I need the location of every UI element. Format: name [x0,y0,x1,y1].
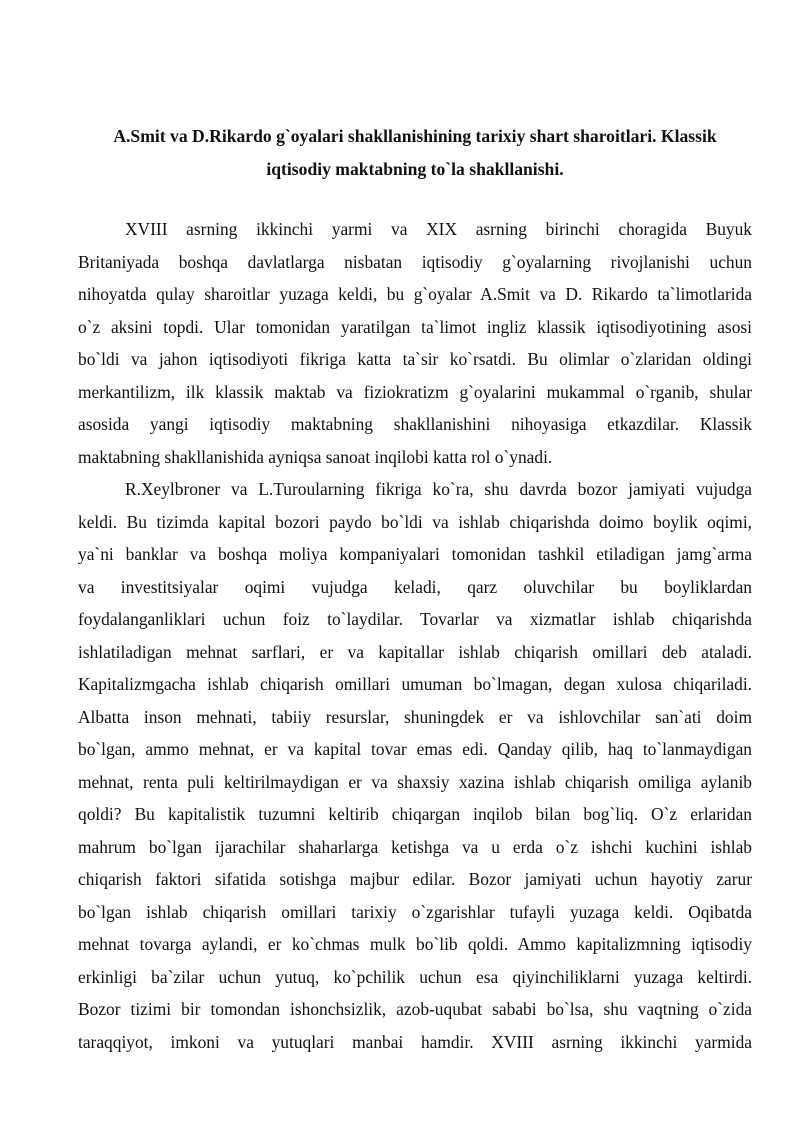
paragraph-line: va investitsiyalar oqimi vujudga keladi, qarz oluvchilar bu boyliklardan [78,576,752,597]
document-title [78,120,752,185]
paragraph-line: qoldi? Bu kapitalistik tuzumni keltirib chiqargan inqilob bilan bog`liq. O`z erlaridan [78,804,752,824]
paragraph-line: keldi. Bu tizimda kapital bozori paydo bo`ldi va ishlab chiqarishda doimo boylik oqimi, [78,511,752,532]
paragraph-line: asosida yangi iqtisodiy maktabning shakllanishini nihoyasiga etkazdilar. Klassik [78,414,752,434]
paragraph-2 [78,473,752,1058]
paragraph-line: bo`lgan, ammo mehnat, er va kapital tovar emas edi. Qanday qilib, haq to`lanmaydigan [78,739,752,759]
paragraph-line: mehnat, renta puli keltirilmaydigan er va shaxsiy xazina ishlab chiqarish omiliga aylanib [78,771,752,792]
title-line-2: iqtisodiy maktabning to`la shakllanishi. [266,158,564,179]
paragraph-line: nihoyatda qulay sharoitlar yuzaga keldi, bu g`oyalar A.Smit va D. Rikardo ta`limotlarida [78,284,752,304]
paragraph-line: maktabning shakllanishida ayniqsa sanoat inqilobi katta rol o`ynadi. [78,446,553,467]
paragraph-line: mehnat tovarga aylandi, er ko`chmas mulk bo`lib qoldi. Ammo kapitalizmning iqtisodiy [78,934,752,954]
paragraph-line: XVIII asrning ikkinchi yarmi va XIX asrning birinchi choragida Buyuk [125,219,752,239]
paragraph-line: erkinligi ba`zilar uchun yutuq, ko`pchilik uchun esa qiyinchiliklarni yuzaga keltirdi. [78,966,752,987]
paragraph-line: bo`lgan ishlab chiqarish omillari tarixiy o`zgarishlar tufayli yuzaga keldi. Oqibatda [78,901,752,922]
paragraph-line: merkantilizm, ilk klassik maktab va fiziokratizm g`oyalarini mukammal o`rganib, shular [78,381,752,402]
paragraph-line: ishlatiladigan mehnat sarflari, er va kapitallar ishlab chiqarish omillari deb ataladi. [78,641,752,662]
paragraph-line: ya`ni banklar va boshqa moliya kompaniyalari tomonidan tashkil etiladigan jamg`arma [78,544,752,564]
paragraph-line: taraqqiyot, imkoni va yutuqlari manbai hamdir. XVIII asrning ikkinchi yarmida [78,1031,752,1052]
document-body [78,213,752,1058]
paragraph-line: R.Xeylbroner va L.Turoularning fikriga ko`ra, shu davrda bozor jamiyati vujudga [125,479,752,499]
paragraph-line: Bozor tizimi bir tomondan ishonchsizlik, azob-uqubat sababi bo`lsa, shu vaqtning o`zida [78,999,752,1019]
paragraph-line: foydalanganliklari uchun foiz to`laydilar. Tovarlar va xizmatlar ishlab chiqarishda [78,609,752,629]
paragraph-1 [78,213,752,473]
paragraph-line: Britaniyada boshqa davlatlarga nisbatan iqtisodiy g`oyalarning rivojlanishi uchun [78,251,752,272]
paragraph-line: chiqarish faktori sifatida sotishga majbur edilar. Bozor jamiyati uchun hayotiy zarur [78,869,752,889]
paragraph-line: Albatta inson mehnati, tabiiy resurslar, shuningdek er va ishlovchilar san`ati doim [78,706,752,727]
paragraph-line: Kapitalizmgacha ishlab chiqarish omillari umuman bo`lmagan, degan xulosa chiqariladi. [78,674,752,694]
paragraph-line: bo`ldi va jahon iqtisodiyoti fikriga katta ta`sir ko`rsatdi. Bu olimlar o`zlaridan oldingi [78,349,752,369]
paragraph-line: mahrum bo`lgan ijarachilar shaharlarga ketishga va u erda o`z ishchi kuchini ishlab [78,836,752,857]
title-line-1: A.Smit va D.Rikardo g`oyalari shakllanishining tarixiy shart sharoitlari. Klassik [113,126,717,146]
paragraph-line: o`z aksini topdi. Ular tomonidan yaratilgan ta`limot ingliz klassik iqtisodiyotining asosi [78,316,752,337]
